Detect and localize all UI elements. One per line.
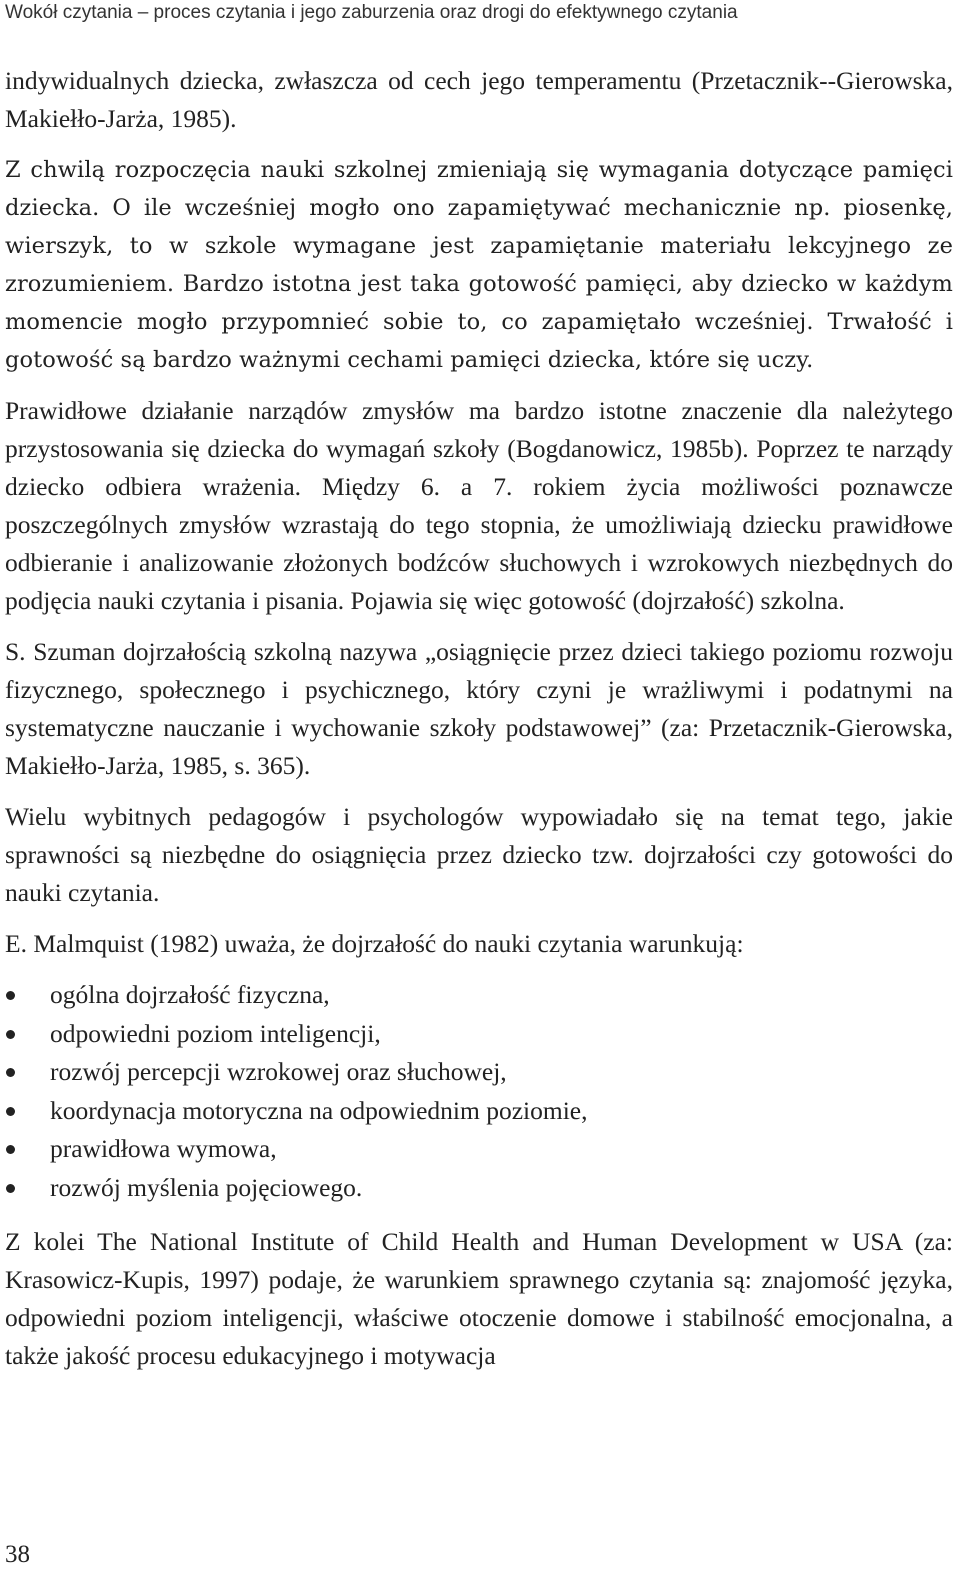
list-item — [5, 976, 953, 1015]
list-item — [5, 1092, 953, 1131]
list-item — [5, 1053, 953, 1092]
paragraph-nichd: Z kolei The National Institute of Child Health and Human Development w USA (za: Krasowicz-Kupis, 1997) podaje, że warunkiem sprawnego czytania są: znajomość języka, odpowiedni poziom inteligencji, właściwe otoczenie domowe i stabilność emocjonalna, a także jakość procesu edukacyjnego i motywacja — [5, 1227, 953, 1370]
bullet-dot-icon — [6, 1184, 15, 1193]
page-number: 38 — [5, 1541, 30, 1568]
list-item-text: rozwój myślenia pojęciowego. — [50, 1172, 363, 1202]
list-item-text: prawidłowa wymowa, — [50, 1134, 277, 1163]
paragraph-szuman-quote: S. Szuman dojrzałością szkolną nazywa „osiągnięcie przez dzieci takiego poziomu rozwoju fizycznego, społecznego i psychicznego, który czyni je wrażliwymi i podatnymi na systematyczne nauczanie i wychowanie szkoły podstawowej” (za: Przetacznik-Gierowska, Makiełło-Jarża, 1985, s. 365). — [5, 637, 953, 780]
body-text — [5, 62, 953, 1388]
list-item — [5, 1130, 953, 1169]
list-item — [5, 1169, 953, 1208]
paragraph-memory: Z chwilą rozpoczęcia nauki szkolnej zmieniają się wymagania dotyczące pamięci dziecka. O ile wcześniej mogło ono zapamiętywać mechanicznie np. piosenkę, wierszyk, to w szkole wymagane jest zapamiętanie materiału lekcyjnego ze zrozumieniem. Bardzo istotna jest taka gotowość pamięci, aby dziecko w każdym momencie mogło przypomnieć sobie to, co zapamiętało wcześniej. Trwałość i gotowość są bardzo ważnymi cechami pamięci dziecka, które się uczy. — [5, 157, 953, 373]
paragraph-pedagogues: Wielu wybitnych pedagogów i psychologów wypowiadało się na temat tego, jakie sprawności są niezbędne do osiągnięcia przez dziecko tzw. dojrzałości czy gotowości do nauki czytania. — [5, 802, 953, 907]
paragraph-malmquist: E. Malmquist (1982) uważa, że dojrzałość do nauki czytania warunkują: — [5, 929, 744, 958]
bullet-dot-icon — [6, 1030, 15, 1039]
bullet-dot-icon — [6, 991, 15, 1000]
bullet-dot-icon — [6, 1145, 15, 1154]
list-item-text: koordynacja motoryczna na odpowiednim poziomie, — [50, 1095, 588, 1125]
running-header: Wokół czytania – proces czytania i jego zaburzenia oraz drogi do efektywnego czytania — [5, 2, 738, 23]
bullet-dot-icon — [6, 1107, 15, 1116]
readiness-conditions-list — [5, 976, 953, 1207]
list-item-text: ogólna dojrzałość fizyczna, — [50, 980, 330, 1009]
paragraph-senses: Prawidłowe działanie narządów zmysłów ma bardzo istotne znaczenie dla należytego przystosowania się dziecka do wymagań szkoły (Bogdanowicz, 1985b). Poprzez te narządy dziecko odbiera wrażenia. Między 6. a 7. rokiem życia możliwości poznawcze poszczególnych zmysłów wzrastają do tego stopnia, że umożliwiają dziecku prawidłowe odbieranie i analizowanie złożonych bodźców słuchowych i wzrokowych niezbędnych do podjęcia nauki czytania i pisania. Pojawia się więc gotowość (dojrzałość) szkolna. — [5, 396, 953, 615]
list-item-text: rozwój percepcji wzrokowej oraz słuchowej, — [50, 1057, 507, 1086]
bullet-dot-icon — [6, 1068, 15, 1077]
list-item — [5, 1015, 953, 1054]
list-item-text: odpowiedni poziom inteligencji, — [50, 1018, 381, 1048]
paragraph-temperament: indywidualnych dziecka, zwłaszcza od cech jego temperamentu (Przetacznik--Gierowska, Makiełło-Jarża, 1985). — [5, 66, 953, 133]
